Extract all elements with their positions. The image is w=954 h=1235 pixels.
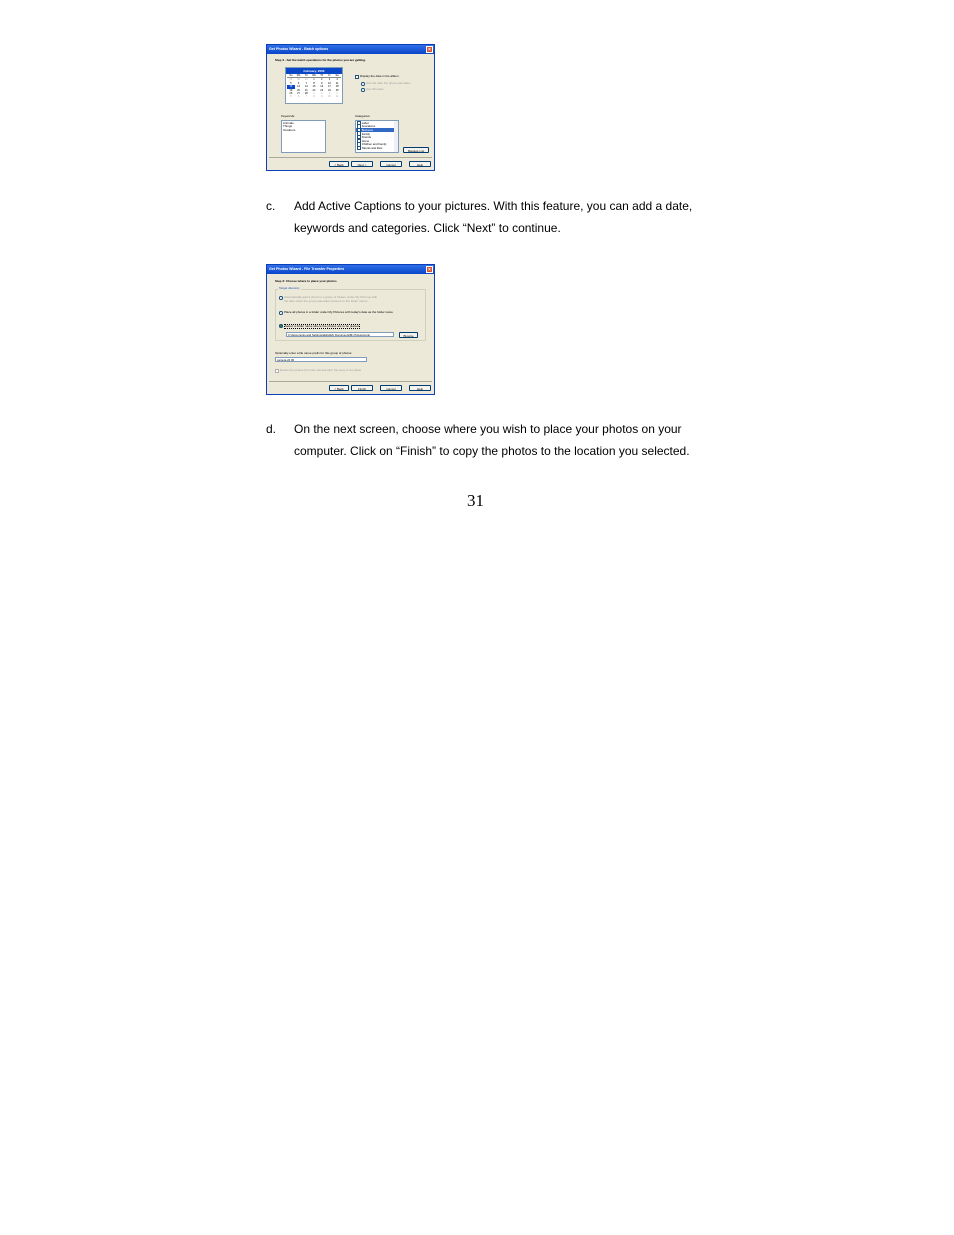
target-directory-label: Target directory bbox=[279, 286, 300, 290]
delete-after-copy-checkbox[interactable] bbox=[275, 369, 279, 373]
instruction-d-line2: computer. Click on “Finish” to copy the photos to the location you selected. bbox=[294, 443, 690, 458]
calendar-day[interactable]: 12 bbox=[287, 85, 295, 88]
todays-date-radio[interactable] bbox=[279, 311, 283, 315]
todays-date-label: Place all photos in a folder under My Pictures with today's date as the folder name bbox=[284, 310, 393, 314]
date-taken-label: Use the date the photo was taken bbox=[366, 81, 411, 85]
calendar-day[interactable]: 1 bbox=[313, 78, 315, 82]
calendar-day[interactable]: 5 bbox=[290, 81, 292, 85]
instruction-c-text bbox=[294, 196, 726, 239]
calendar-day[interactable]: 10 bbox=[327, 81, 331, 85]
select-folder-radio[interactable] bbox=[279, 324, 283, 328]
step-heading: Step 3 - Set the batch operations for the photos you are getting. bbox=[275, 58, 366, 62]
calendar-day[interactable]: 27 bbox=[297, 92, 300, 96]
back-button[interactable]: < Back bbox=[329, 161, 349, 167]
calendar-day[interactable]: 5 bbox=[290, 95, 292, 99]
calendar-weekday: Su bbox=[287, 74, 295, 78]
calendar-weekday: Fr bbox=[326, 74, 334, 78]
calendar-day[interactable]: 8 bbox=[313, 95, 315, 99]
calendar-day[interactable]: 4 bbox=[336, 92, 338, 96]
folder-path-input[interactable]: C:\Documents and Settings\alpha\My Documents\My Pictures\unti bbox=[286, 332, 394, 337]
step-heading: Step 3: Choose where to place your photos bbox=[275, 279, 337, 283]
help-button[interactable]: Help bbox=[409, 161, 431, 167]
calendar-day[interactable]: 30 bbox=[297, 78, 300, 82]
auto-folder-radio[interactable] bbox=[279, 296, 283, 300]
file-transfer-screenshot bbox=[266, 264, 435, 395]
calendar-day[interactable]: 22 bbox=[312, 88, 316, 92]
name-prefix-input[interactable]: camera 24 06 bbox=[275, 357, 367, 362]
categories-label: Categories: bbox=[355, 114, 371, 118]
delete-after-copy-label: Delete the photos from the camera after the copy is complete bbox=[280, 368, 362, 372]
title-bar bbox=[267, 265, 434, 274]
finish-button[interactable]: Finish bbox=[351, 385, 373, 391]
calendar-weekday: Tu bbox=[302, 74, 310, 78]
category-label: Home bbox=[361, 138, 370, 143]
calendar-day[interactable]: 11 bbox=[335, 95, 339, 99]
instruction-d-text bbox=[294, 419, 726, 462]
category-label: Talents and Pets bbox=[361, 145, 383, 150]
list-item[interactable]: Outdoors bbox=[283, 127, 296, 132]
calendar-weekday: Th bbox=[318, 74, 326, 78]
categories-list[interactable] bbox=[355, 120, 399, 153]
this-date-radio[interactable] bbox=[361, 88, 365, 92]
auto-folder-label-line1: Automatically add a photo to a group of folders under My Pictures with bbox=[284, 295, 378, 299]
calendar-month: February, 2006 bbox=[286, 68, 342, 74]
next-button[interactable]: Next > bbox=[351, 161, 373, 167]
category-label: Children and Family bbox=[361, 142, 387, 147]
calendar-day[interactable]: 2 bbox=[320, 92, 323, 96]
list-item[interactable]: Things bbox=[283, 124, 293, 129]
calendar-day[interactable]: 2 bbox=[320, 78, 323, 82]
instruction-d-line1: On the next screen, choose where you wish to place your photos on your bbox=[294, 422, 682, 436]
window-title: Get Photos Wizard - File Transfer Properties bbox=[269, 267, 345, 271]
display-date-label: Display the date in the album bbox=[360, 74, 399, 78]
select-folder-label: Select a folder name where the photos are to be placed bbox=[285, 324, 359, 328]
separator bbox=[269, 157, 432, 158]
keywords-list[interactable] bbox=[281, 120, 326, 153]
help-button[interactable]: Help bbox=[409, 385, 431, 391]
calendar-day[interactable]: 14 bbox=[304, 85, 308, 89]
calendar-day[interactable]: 17 bbox=[327, 85, 331, 89]
close-icon[interactable]: × bbox=[426, 266, 433, 273]
category-label: Avocations bbox=[361, 124, 376, 129]
calendar-day[interactable]: 21 bbox=[304, 88, 308, 92]
calendar-day[interactable]: 31 bbox=[304, 78, 308, 82]
this-date-label: Use this date bbox=[366, 87, 384, 91]
date-calendar[interactable] bbox=[285, 67, 343, 104]
calendar-day[interactable]: 19 bbox=[289, 88, 293, 92]
title-bar bbox=[267, 45, 434, 54]
page-number: 31 bbox=[467, 491, 484, 510]
keywords-label: Keywords: bbox=[281, 114, 296, 118]
calendar-day[interactable]: 6 bbox=[297, 95, 300, 99]
calendar-day[interactable]: 18 bbox=[335, 85, 339, 89]
calendar-day[interactable]: 1 bbox=[313, 92, 315, 96]
instruction-c-line1: Add Active Captions to your pictures. With this feature, you can add a date, bbox=[294, 199, 693, 213]
calendar-day[interactable]: 8 bbox=[313, 81, 315, 85]
calendar-day[interactable]: 13 bbox=[297, 85, 300, 89]
calendar-day[interactable]: 7 bbox=[305, 81, 307, 85]
calendar-day[interactable]: 3 bbox=[328, 92, 331, 96]
calendar-day[interactable]: 23 bbox=[320, 88, 324, 92]
instruction-c bbox=[266, 196, 746, 240]
calendar-day[interactable]: 29 bbox=[289, 78, 293, 82]
step-label-d: d. bbox=[266, 422, 277, 436]
calendar-weekday: Sa bbox=[333, 74, 341, 78]
name-prefix-label: Optionally enter a file name prefix for this group of photos: bbox=[275, 351, 353, 355]
calendar-day[interactable]: 24 bbox=[327, 88, 331, 92]
calendar-weekday: We bbox=[312, 74, 316, 77]
back-button[interactable]: < Back bbox=[329, 385, 349, 391]
calendar-day[interactable]: 16 bbox=[320, 85, 324, 89]
checkbox-icon[interactable] bbox=[357, 146, 361, 150]
category-label: Family bbox=[361, 131, 370, 136]
calendar-day[interactable]: 7 bbox=[305, 95, 307, 99]
calendar-day[interactable]: 10 bbox=[327, 95, 331, 99]
list-item[interactable] bbox=[356, 146, 398, 150]
auto-folder-label-line2: the date when the group was taken (based on the folder name) bbox=[284, 298, 368, 303]
scrollbar[interactable] bbox=[394, 121, 398, 152]
calendar-weekday: Mo bbox=[295, 74, 303, 78]
manage-list-button[interactable]: Manage List bbox=[403, 147, 429, 153]
calendar-day[interactable]: 3 bbox=[328, 78, 331, 82]
calendar-day[interactable]: 15 bbox=[312, 85, 316, 89]
calendar-day[interactable]: 6 bbox=[297, 81, 300, 85]
display-date-checkbox[interactable] bbox=[355, 75, 359, 79]
category-label: Friends bbox=[361, 135, 372, 140]
batch-options-screenshot bbox=[266, 44, 435, 171]
cancel-button[interactable]: Cancel bbox=[380, 385, 402, 391]
calendar-day[interactable]: 9 bbox=[320, 95, 323, 99]
instruction-c-line2: keywords and categories. Click “Next” to continue. bbox=[294, 220, 561, 235]
category-label: Business bbox=[361, 127, 374, 132]
date-taken-radio[interactable] bbox=[361, 82, 365, 86]
calendar-day[interactable]: 26 bbox=[289, 92, 293, 96]
calendar-days bbox=[286, 78, 342, 98]
category-label: Label bbox=[361, 120, 369, 125]
calendar-day[interactable]: 25 bbox=[335, 88, 339, 92]
list-item[interactable]: Animals bbox=[283, 121, 294, 125]
calendar-day[interactable]: 28 bbox=[304, 92, 308, 96]
browse-button[interactable]: Browse bbox=[399, 332, 418, 338]
calendar-day[interactable]: 20 bbox=[297, 88, 300, 92]
calendar-day[interactable]: 11 bbox=[335, 81, 339, 85]
window-title: Get Photos Wizard - Batch options bbox=[269, 47, 329, 51]
instruction-d bbox=[266, 419, 746, 463]
step-label-c: c. bbox=[266, 199, 276, 213]
calendar-day[interactable]: 9 bbox=[320, 81, 323, 85]
calendar-day[interactable]: 4 bbox=[336, 78, 338, 82]
separator bbox=[269, 381, 432, 382]
close-icon[interactable]: × bbox=[426, 46, 433, 53]
cancel-button[interactable]: Cancel bbox=[380, 161, 402, 167]
